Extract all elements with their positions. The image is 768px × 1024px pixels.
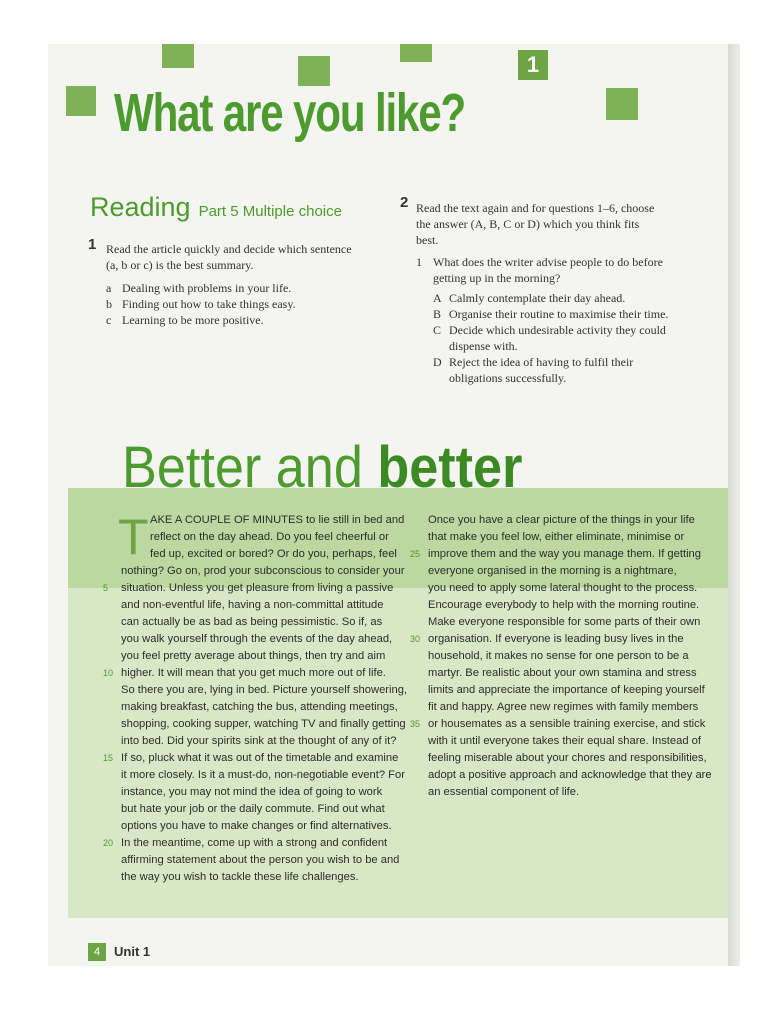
page-number: 4: [88, 943, 106, 961]
reading-subheading: Part 5 Multiple choice: [198, 203, 342, 220]
task-1-number: 1: [88, 236, 97, 253]
article-line: [428, 665, 712, 682]
line-text: you need to apply some lateral thought to the process.: [428, 582, 698, 594]
line-text: Encourage everybody to help with the morning routine.: [428, 599, 700, 611]
article-line: [428, 648, 712, 665]
instruction-line: (a, b or c) is the best summary.: [106, 258, 254, 272]
article-line: [428, 699, 712, 716]
line-text: fit and happy. Agree new regimes with family members: [428, 701, 699, 713]
line-text: or housemates as a sensible training exercise, and stick: [428, 718, 706, 730]
article-line: [410, 716, 712, 733]
option-B: [433, 306, 668, 322]
line-text: that make you feel low, either eliminate, minimise or: [428, 531, 685, 543]
article-line: [103, 835, 407, 852]
line-text: it more closely. Is it a must-do, non-negotiable event? For: [121, 769, 405, 781]
task-2-number: 2: [400, 194, 409, 211]
line-text: Make everyone responsible for some parts of their own: [428, 616, 701, 628]
instruction-line: best.: [416, 233, 439, 247]
unit-label: Unit 1: [114, 944, 151, 959]
decorative-square: [400, 44, 432, 62]
option-c: [106, 312, 296, 328]
task-1-options: [106, 280, 296, 328]
line-text: reflect on the day ahead. Do you feel cheerful or: [150, 531, 389, 543]
option-letter: a: [106, 281, 112, 295]
option-D: [433, 354, 668, 386]
article-line: [428, 682, 712, 699]
article-line: [121, 512, 407, 529]
option-text: obligations successfully.: [449, 371, 567, 385]
line-text: an essential component of life.: [428, 786, 580, 798]
line-text: and non-eventful life, having a non-committal attitude: [121, 599, 384, 611]
line-text: In the meantime, come up with a strong and confident: [121, 837, 388, 849]
option-text: Calmly contemplate their day ahead.: [449, 291, 626, 305]
line-text: So there you are, lying in bed. Picture yourself showering,: [121, 684, 408, 696]
option-text: Learning to be more positive.: [122, 313, 264, 327]
page-title: What are you like?: [114, 83, 466, 143]
article-line: [121, 563, 407, 580]
line-text: the way you wish to tackle these life challenges.: [121, 871, 359, 883]
article-line: [428, 512, 712, 529]
question-line: What does the writer advise people to do before: [433, 255, 663, 269]
article-line: [121, 648, 407, 665]
unit-number-badge: 1: [518, 50, 548, 80]
option-a: [106, 280, 296, 296]
line-number: 35: [410, 719, 421, 729]
option-letter: b: [106, 297, 112, 311]
line-number: 20: [103, 838, 114, 848]
article-line: [121, 767, 407, 784]
article-line: [428, 784, 712, 801]
article-line: [121, 529, 407, 546]
article-right-column: [410, 512, 712, 801]
article-line: [428, 767, 712, 784]
option-letter: B: [433, 307, 442, 321]
article-line: [103, 750, 407, 767]
option-b: [106, 296, 296, 312]
article-line: [428, 580, 712, 597]
line-text: you walk yourself through the events of the day ahead,: [121, 633, 393, 645]
article-title-regular: Better and: [122, 435, 378, 500]
line-text: higher. It will mean that you get much more out of life.: [121, 667, 386, 679]
article-left-column: [103, 512, 408, 886]
option-A: [433, 290, 668, 306]
task-2-instruction: [416, 200, 654, 248]
article-line: [428, 750, 712, 767]
line-number: 15: [103, 753, 114, 763]
line-number: 30: [410, 634, 421, 644]
article-line: [410, 546, 712, 563]
line-text: nothing? Go on, prod your subconscious to consider your: [121, 565, 405, 577]
option-letter: C: [433, 323, 442, 337]
article-line: [121, 852, 407, 869]
instruction-line: Read the text again and for questions 1–6, choose: [416, 201, 655, 215]
line-text: everyone organised in the morning is a nightmare,: [428, 565, 677, 577]
instruction-line: the answer (A, B, C or D) which you think fits: [416, 217, 640, 231]
line-text: but hate your job or the daily commute. Find out what: [121, 803, 385, 815]
reading-heading: Reading: [90, 192, 191, 222]
article-line: [121, 784, 407, 801]
question-options: [433, 290, 668, 386]
article-line: [410, 631, 712, 648]
line-text: adopt a positive approach and acknowledge that they are: [428, 769, 712, 781]
question-number: 1: [416, 255, 422, 269]
article-line: [428, 563, 712, 580]
section-heading: [90, 192, 342, 223]
line-text: organisation. If everyone is leading busy lives in the: [428, 633, 684, 645]
article-line: [121, 818, 407, 835]
option-text: dispense with.: [449, 339, 518, 353]
line-text: shopping, cooking supper, watching TV and finally getting: [121, 718, 406, 730]
article-line: [103, 665, 407, 682]
decorative-square: [162, 44, 194, 68]
article-line: [428, 614, 712, 631]
option-text: Dealing with problems in your life.: [122, 281, 292, 295]
article-line: [428, 597, 712, 614]
article-line: [121, 869, 407, 886]
line-text: household, it makes no sense for one person to be a: [428, 650, 689, 662]
decorative-square: [606, 88, 638, 120]
line-number: 25: [410, 549, 421, 559]
page-edge-shadow: [728, 44, 740, 966]
line-text: AKE A COUPLE OF MINUTES to lie still in bed and: [150, 514, 405, 526]
article-line: [121, 631, 407, 648]
option-text: Finding out how to take things easy.: [122, 297, 296, 311]
drop-cap: T: [118, 509, 149, 565]
line-text: situation. Unless you get pleasure from living a passive: [121, 582, 394, 594]
article-line: [121, 614, 407, 631]
article-title: [122, 434, 522, 501]
instruction-line: Read the article quickly and decide which sentence: [106, 242, 352, 256]
line-number: 5: [103, 583, 109, 593]
option-letter: A: [433, 291, 442, 305]
article-line: [121, 733, 407, 750]
line-text: affirming statement about the person you wish to be and: [121, 854, 400, 866]
line-text: fed up, excited or bored? Or do you, perhaps, feel: [150, 548, 397, 560]
article-line: [121, 699, 407, 716]
article-line: [121, 597, 407, 614]
line-text: feeling miserable about your chores and responsibilities,: [428, 752, 707, 764]
question-text: [433, 254, 663, 286]
article-line: [121, 716, 407, 733]
line-text: instance, you may not mind the idea of going to work: [121, 786, 383, 798]
option-letter: c: [106, 313, 112, 327]
option-text: Organise their routine to maximise their time.: [449, 307, 669, 321]
decorative-square: [66, 86, 96, 116]
line-text: into bed. Did your spirits sink at the thought of any of it?: [121, 735, 397, 747]
line-text: options you have to make changes or find alternatives.: [121, 820, 392, 832]
article-line: [103, 580, 407, 597]
line-text: limits and appreciate the importance of keeping yourself: [428, 684, 705, 696]
question-line: getting up in the morning?: [433, 271, 561, 285]
article-line: [428, 733, 712, 750]
line-text: If so, pluck what it was out of the timetable and examine: [121, 752, 399, 764]
line-number: 10: [103, 668, 114, 678]
article-title-bold: better: [377, 435, 523, 500]
option-letter: D: [433, 355, 442, 369]
option-text: Reject the idea of having to fulfil their: [449, 355, 634, 369]
option-C: [433, 322, 668, 354]
line-text: martyr. Be realistic about your own stamina and stress: [428, 667, 697, 679]
line-text: can actually be as bad as being pessimistic. So if, as: [121, 616, 383, 628]
line-text: you feel pretty average about things, then try and aim: [121, 650, 386, 662]
option-text: Decide which undesirable activity they could: [449, 323, 666, 337]
article-line: [428, 529, 712, 546]
line-text: making breakfast, catching the bus, attending meetings,: [121, 701, 398, 713]
article-line: [121, 682, 407, 699]
line-text: Once you have a clear picture of the things in your life: [428, 514, 695, 526]
line-text: with it until everyone takes their equal share. Instead of: [428, 735, 702, 747]
article-line: [121, 801, 407, 818]
line-text: improve them and the way you manage them. If getting: [428, 548, 702, 560]
task-1-instruction: [106, 241, 352, 273]
article-line: [121, 546, 407, 563]
